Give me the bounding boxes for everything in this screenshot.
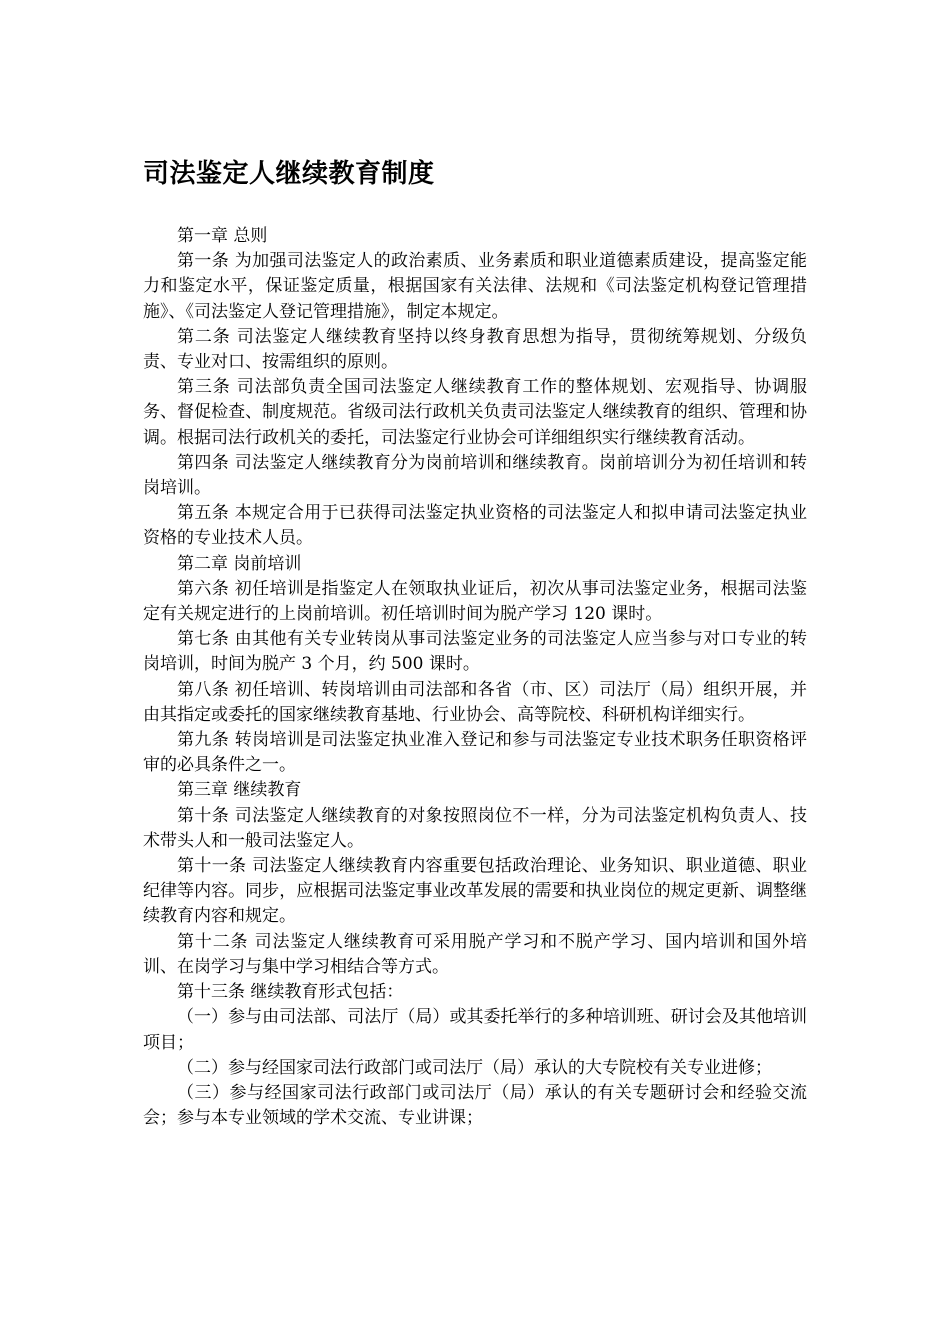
article-paragraph: 第六条 初任培训是指鉴定人在领取执业证后，初次从事司法鉴定业务，根据司法鉴定有关规定进行的上岗前培训。初任培训时间为脱产学习 120 课时。 bbox=[143, 578, 807, 625]
list-item: （三）参与经国家司法行政部门或司法厅（局）承认的有关专题研讨会和经验交流会；参与本专业领域的学术交流、专业讲课； bbox=[143, 1082, 807, 1129]
article-paragraph: 第九条 转岗培训是司法鉴定执业准入登记和参与司法鉴定专业技术职务任职资格评审的必具条件之一。 bbox=[143, 730, 807, 776]
chapter-heading: 第一章 总则 bbox=[177, 226, 268, 246]
list-item: （二）参与经国家司法行政部门或司法厅（局）承认的大专院校有关专业进修； bbox=[177, 1057, 772, 1078]
article-paragraph: 第十一条 司法鉴定人继续教育内容重要包括政治理论、业务知识、职业道德、职业纪律等内容。同步，应根据司法鉴定事业改革发展的需要和执业岗位的规定更新、调整继续教育内容和规定。 bbox=[143, 856, 807, 927]
article-paragraph: 第三条 司法部负责全国司法鉴定人继续教育工作的整体规划、宏观指导、协调服务、督促检查、制度规范。省级司法行政机关负责司法鉴定人继续教育的组织、管理和协调。根据司法行政机关的委托，司法鉴定行业协会可详细组织实行继续教育活动。 bbox=[143, 377, 807, 448]
article-paragraph: 第十二条 司法鉴定人继续教育可采用脱产学习和不脱产学习、国内培训和国外培训、在岗学习与集中学习相结合等方式。 bbox=[143, 931, 807, 977]
article-paragraph: 第十三条 继续教育形式包括： bbox=[177, 982, 404, 1003]
article-paragraph: 第八条 初任培训、转岗培训由司法部和各省（市、区）司法厅（局）组织开展，并由其指定或委托的国家继续教育基地、行业协会、高等院校、科研机构详细实行。 bbox=[143, 679, 807, 725]
article-paragraph: 第七条 由其他有关专业转岗从事司法鉴定业务的司法鉴定人应当参与对口专业的转岗培训，时间为脱产 3 个月，约 500 课时。 bbox=[143, 629, 807, 675]
article-paragraph: 第一条 为加强司法鉴定人的政治素质、业务素质和职业道德素质建设，提高鉴定能力和鉴定水平，保证鉴定质量，根据国家有关法律、法规和《司法鉴定机构登记管理措施》、《司法鉴定人登记管理措施》，制定本规定。 bbox=[143, 251, 807, 322]
document-body bbox=[143, 224, 807, 1131]
article-paragraph: 第二条 司法鉴定人继续教育坚持以终身教育思想为指导，贯彻统筹规划、分级负责、专业对口、按需组织的原则。 bbox=[143, 326, 807, 373]
chapter-heading: 第二章 岗前培训 bbox=[177, 553, 302, 574]
article-paragraph: 第十条 司法鉴定人继续教育的对象按照岗位不一样，分为司法鉴定机构负责人、技术带头人和一般司法鉴定人。 bbox=[143, 805, 807, 851]
document-title: 司法鉴定人继续教育制度 bbox=[143, 159, 435, 189]
chapter-heading: 第三章 继续教育 bbox=[177, 780, 302, 801]
list-item: （一）参与由司法部、司法厅（局）或其委托举行的多种培训班、研讨会及其他培训项目； bbox=[143, 1007, 807, 1053]
article-paragraph: 第四条 司法鉴定人继续教育分为岗前培训和继续教育。岗前培训分为初任培训和转岗培训。 bbox=[143, 452, 807, 499]
article-paragraph: 第五条 本规定合用于已获得司法鉴定执业资格的司法鉴定人和拟申请司法鉴定执业资格的专业技术人员。 bbox=[143, 503, 807, 549]
